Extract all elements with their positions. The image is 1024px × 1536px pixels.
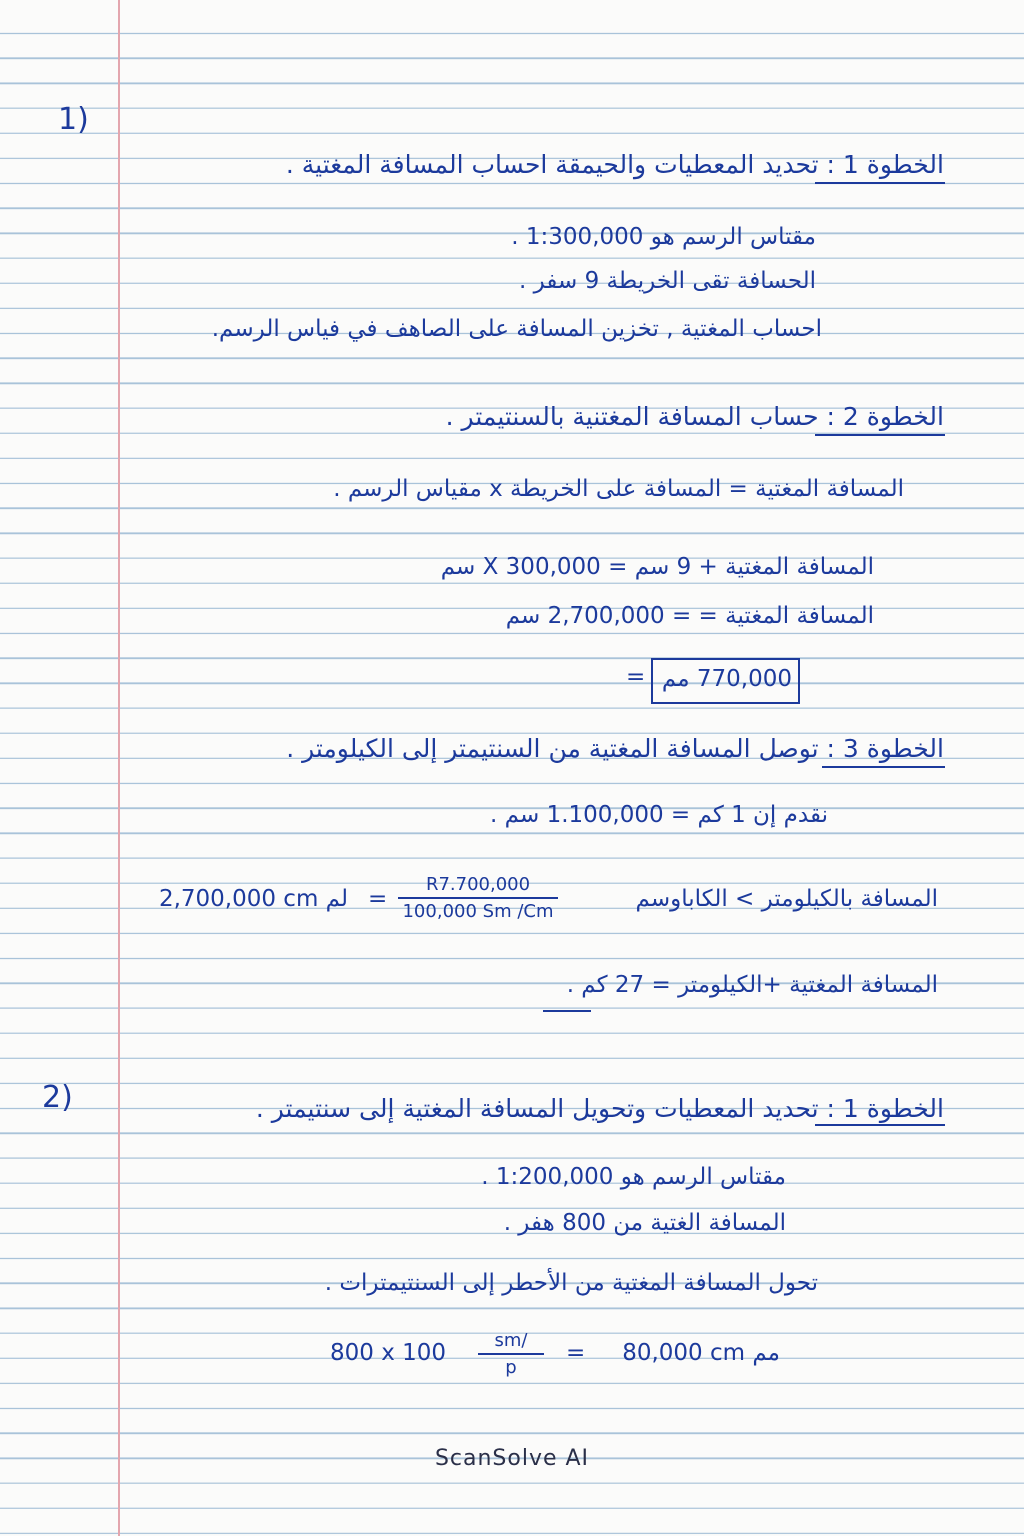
calc-line-3-equals: = [626, 664, 646, 690]
problem-1-step-2-heading: الخطوة 2 : حساب المسافة المغتنية بالسنتيمتر . [445, 402, 944, 431]
problem-1-step-3-heading: الخطوة 3 : توصل المسافة المغتية من السنتيمتر إلى الكيلومتر . [286, 734, 944, 763]
step-1-underline [815, 182, 945, 184]
problem-2-distance-line: المسافة الغتية من 800 هفر . [503, 1210, 786, 1236]
step-2-underline [815, 434, 945, 436]
final-answer-line: المسافة المغتية +الكيلومتر = 27 كم . [566, 972, 938, 998]
problem-1-step-1-heading: الخطوة 1 : تحديد المعطيات والحيمقة احساب المسافة المغتية . [285, 150, 944, 179]
margin-line [118, 0, 120, 1536]
conversion-line: نقدم إن 1 كم = 1.100,000 سم . [490, 802, 828, 828]
map-distance-line: الحسافة تقى الخريطة 9 سفر . [519, 268, 816, 294]
fraction-result: 2,700,000 cm لم [158, 886, 348, 912]
multiplication-equals: = [566, 1340, 586, 1366]
problem-2-step-1-underline [815, 1124, 945, 1126]
calc-line-1: المسافة المغتية + 9 سم = 300,000 X سم [440, 554, 874, 580]
method-line: احساب المغتية , تخزين المسافة على الصاهف في فياس الرسم. [211, 316, 822, 342]
problem-2-convert-line: تحول المسافة المغتية من الأحطر إلى السنتيمترات . [324, 1270, 818, 1296]
unit-fraction-denominator: p [505, 1357, 517, 1378]
unit-fraction-numerator: sm/ [478, 1330, 544, 1355]
problem-2-number: 2) [42, 1080, 73, 1115]
scale-line: مقتاس الرسم هو 1:300,000 . [511, 224, 816, 250]
fraction-row-label: المسافة بالكيلومتر > الكاباوسم [635, 886, 938, 912]
multiplication-left: 800 x 100 [330, 1340, 447, 1366]
problem-2-step-1-heading: الخطوة 1 : تحديد المعطيات وتحويل المسافة المغتية إلى سنتيمتر . [255, 1094, 944, 1123]
unit-fraction [478, 1330, 544, 1378]
multiplication-result: 80,000 cm مم [622, 1340, 780, 1366]
footer-brand: ScanSolve AI [434, 1446, 590, 1471]
final-answer-underline [543, 1010, 591, 1012]
calc-line-2: المسافة المغتية = = 2,700,000 سم [505, 603, 874, 629]
fraction-numerator: R7.700,000 [398, 874, 558, 899]
problem-1-number: 1) [58, 102, 89, 137]
result-box-text: 770,000 مم [661, 666, 792, 692]
problem-2-scale-line: مقتاس الرسم هو 1:200,000 . [481, 1164, 786, 1190]
conversion-fraction [398, 874, 558, 922]
fraction-denominator: 100,000 Sm /Cm [402, 901, 554, 922]
formula-line: المسافة المغتية = المسافة على الخريطة x مقياس الرسم . [333, 476, 904, 502]
step-3-underline [822, 766, 945, 768]
fraction-equals: = [368, 886, 388, 912]
